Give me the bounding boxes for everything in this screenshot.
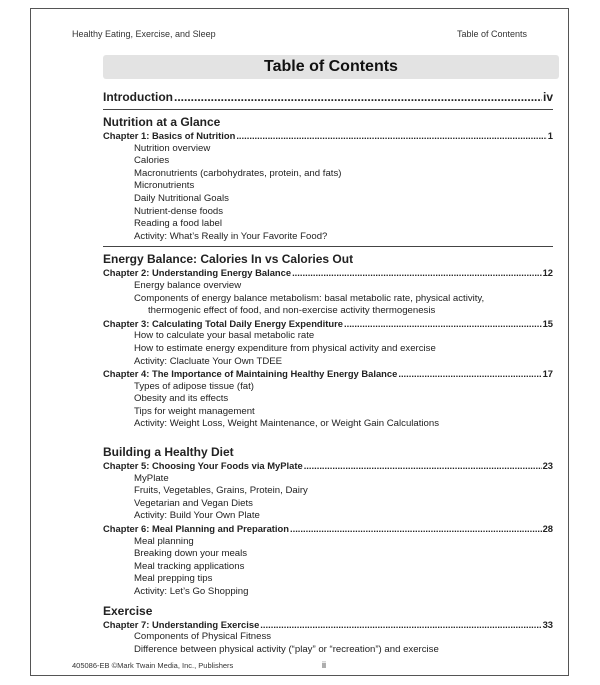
toc-page-number: 23	[542, 460, 553, 472]
toc-topic: Breaking down your meals	[134, 548, 248, 560]
page-title: Table of Contents	[103, 55, 559, 79]
toc-topic: Energy balance overview	[134, 279, 242, 291]
divider-rule	[103, 109, 553, 110]
toc-topic: How to estimate energy expenditure from physical activity and exercise	[134, 342, 436, 354]
section-heading: Building a Healthy Diet	[103, 445, 234, 460]
toc-chapter-label: Chapter 5: Choosing Your Foods via MyPlate	[103, 460, 303, 472]
page-number: ii	[322, 660, 326, 670]
toc-chapter-label: Chapter 3: Calculating Total Daily Energy Expenditure	[103, 317, 343, 329]
toc-chapter-label: Chapter 1: Basics of Nutrition	[103, 130, 236, 141]
dot-leader	[292, 267, 541, 280]
toc-topic: Meal planning	[134, 535, 194, 547]
toc-page-number: 12	[542, 267, 553, 279]
section-spacer	[103, 431, 553, 444]
dot-leader	[236, 130, 546, 143]
toc-chapter-3[interactable]	[103, 318, 553, 331]
table-of-contents	[103, 88, 553, 656]
dot-leader	[398, 368, 541, 381]
header-section-title: Table of Contents	[456, 29, 527, 39]
section-heading: Exercise	[103, 603, 153, 618]
toc-entry-label: Introduction	[103, 90, 173, 104]
toc-page-number: iv	[542, 90, 553, 104]
toc-topic: How to calculate your basal metabolic rate	[134, 330, 315, 342]
header-book-title: Healthy Eating, Exercise, and Sleep	[72, 29, 216, 39]
toc-topic: Obesity and its effects	[134, 393, 229, 405]
toc-topic: Types of adipose tissue (fat)	[134, 380, 254, 392]
toc-chapter-label: Chapter 6: Meal Planning and Preparation	[103, 523, 289, 535]
dot-leader	[344, 318, 542, 331]
toc-page-number: 15	[542, 317, 553, 329]
toc-chapter-7[interactable]	[103, 619, 553, 632]
toc-page-number: 1	[547, 130, 553, 141]
toc-topic: Difference between physical activity (“play” or “recreation”) and exercise	[134, 643, 439, 655]
footer-copyright: 405086-EB ©Mark Twain Media, Inc., Publishers	[72, 661, 234, 670]
toc-chapter-5[interactable]	[103, 460, 553, 473]
toc-page-number: 28	[542, 523, 553, 535]
toc-topic: Meal tracking applications	[134, 560, 245, 572]
toc-topic: Activity: Let’s Go Shopping	[134, 586, 249, 597]
toc-page-number: 33	[542, 618, 553, 630]
toc-topic: Meal prepping tips	[134, 573, 213, 585]
toc-topic: Activity: Build Your Own Plate	[134, 510, 260, 522]
toc-chapter-6[interactable]	[103, 523, 553, 536]
toc-topic: Activity: What’s Really in Your Favorite Food?	[134, 230, 328, 242]
toc-chapter-1[interactable]	[103, 130, 553, 143]
toc-chapter-2[interactable]	[103, 267, 553, 280]
toc-topic: Micronutrients	[134, 180, 195, 192]
toc-topic: Components of Physical Fitness	[134, 631, 272, 643]
document-page	[30, 8, 569, 676]
toc-topic: Nutrition overview	[134, 142, 211, 154]
toc-chapter-label: Chapter 7: Understanding Exercise	[103, 618, 260, 630]
page-footer	[72, 661, 527, 670]
toc-entry-introduction[interactable]	[103, 88, 553, 106]
section-heading: Nutrition at a Glance	[103, 115, 221, 129]
toc-topic: MyPlate	[134, 472, 169, 484]
toc-chapter-label: Chapter 4: The Importance of Maintaining Healthy Energy Balance	[103, 368, 398, 380]
dot-leader	[260, 619, 541, 632]
toc-topic: Nutrient-dense foods	[134, 205, 224, 217]
dot-leader	[174, 88, 542, 106]
toc-topic: Macronutrients (carbohydrates, protein, and fats)	[134, 167, 342, 179]
toc-topic: Calories	[134, 155, 170, 167]
dot-leader	[290, 523, 542, 536]
toc-topic: Activity: Weight Loss, Weight Maintenance, or Weight Gain Calculations	[134, 418, 440, 430]
toc-topic: Reading a food label	[134, 218, 223, 230]
toc-page-number: 17	[542, 368, 553, 380]
toc-topic: Fruits, Vegetables, Grains, Protein, Dairy	[134, 485, 308, 497]
dot-leader	[304, 460, 542, 473]
toc-chapter-label: Chapter 2: Understanding Energy Balance	[103, 267, 292, 279]
toc-topic-continuation: thermogenic effect of food, and non-exercise activity thermogenesis	[148, 305, 436, 317]
toc-topic: Activity: Clacluate Your Own TDEE	[134, 355, 283, 367]
toc-topic: Daily Nutritional Goals	[134, 192, 229, 204]
toc-topic: Components of energy balance metabolism: basal metabolic rate, physical activity,	[134, 292, 485, 304]
running-header	[31, 29, 568, 43]
toc-topic: Tips for weight management	[134, 405, 255, 417]
section-heading: Energy Balance: Calories In vs Calories Out	[103, 252, 354, 267]
toc-chapter-4[interactable]	[103, 368, 553, 381]
divider-rule	[103, 246, 553, 247]
toc-topic: Vegetarian and Vegan Diets	[134, 497, 253, 509]
